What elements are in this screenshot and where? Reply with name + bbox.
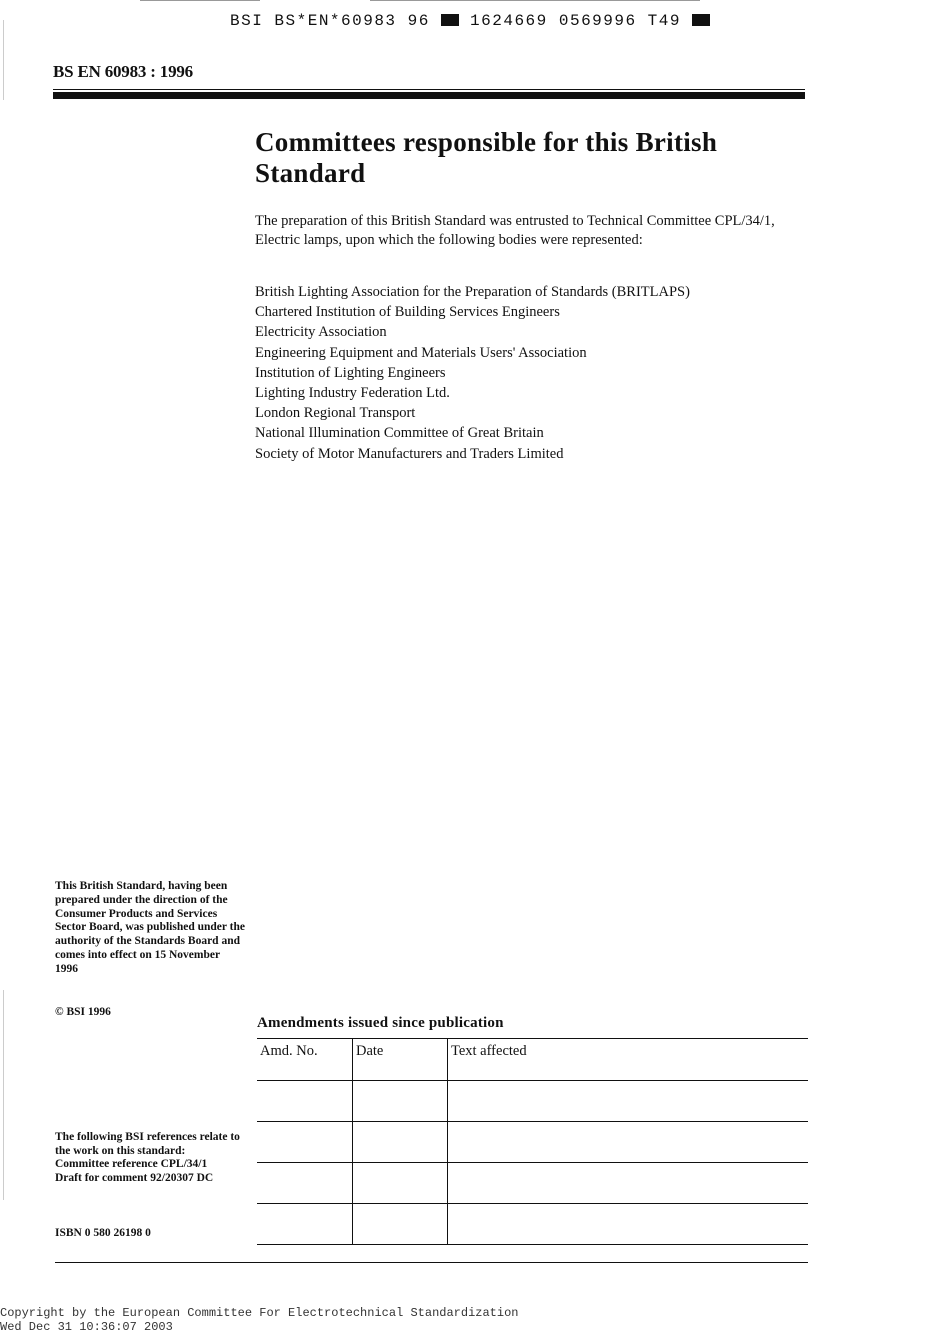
publication-note: This British Standard, having been prepared under the direction of the Consumer Products and Services Sector Board, was published under the authority of the Standards Board and comes into effect on 15 November 1996 <box>55 880 245 975</box>
table-cell <box>353 1163 448 1204</box>
block-mark-icon <box>692 14 710 26</box>
page-title: Committees responsible for this British Standard <box>255 127 718 188</box>
table-cell <box>448 1204 809 1245</box>
list-item: Lighting Industry Federation Ltd. <box>255 385 450 402</box>
list-item: Society of Motor Manufacturers and Traders Limited <box>255 445 564 462</box>
table-cell <box>257 1122 353 1163</box>
footer-line-1: Copyright by the European Committee For Electrotechnical Standardization <box>0 1306 519 1320</box>
table-cell <box>448 1081 809 1122</box>
committee-reference: Committee reference CPL/34/1 <box>55 1158 208 1170</box>
scan-edge-mark <box>3 990 4 1200</box>
footer-line-2: Wed Dec 31 10:36:07 2003 <box>0 1320 173 1334</box>
table-cell <box>353 1081 448 1122</box>
table-cell <box>257 1204 353 1245</box>
list-item: British Lighting Association for the Preparation of Standards (BRITLAPS) <box>255 284 690 300</box>
header-thick-rule <box>53 92 805 99</box>
table-cell <box>448 1163 809 1204</box>
column-header-text-affected: Text affected <box>448 1039 809 1081</box>
represented-bodies-list <box>255 282 815 464</box>
table-cell <box>448 1122 809 1163</box>
table-row <box>257 1163 808 1204</box>
table-row <box>257 1122 808 1163</box>
isbn: ISBN 0 580 26198 0 <box>55 1227 151 1239</box>
table-header-row <box>257 1039 808 1081</box>
table-row <box>257 1204 808 1245</box>
table-cell <box>257 1163 353 1204</box>
header-thin-rule <box>53 89 805 90</box>
column-header-amd-no: Amd. No. <box>260 1043 318 1059</box>
list-item: Chartered Institution of Building Services Engineers <box>255 304 560 321</box>
document-id: BS EN 60983 : 1996 <box>53 62 193 81</box>
table-cell <box>257 1081 353 1122</box>
block-mark-icon <box>441 14 459 26</box>
list-item: Institution of Lighting Engineers <box>255 364 446 381</box>
copyright-notice: © BSI 1996 <box>55 1006 111 1018</box>
table-cell <box>353 1122 448 1163</box>
list-item: Engineering Equipment and Materials Users' Association <box>255 344 587 361</box>
amendments-title: Amendments issued since publication <box>257 1015 504 1031</box>
list-item: National Illumination Committee of Great Britain <box>255 425 544 442</box>
list-item: Electricity Association <box>255 324 387 341</box>
copyright-footer <box>0 1306 518 1334</box>
header-code-part1: BSI BS*EN*60983 96 <box>230 12 430 30</box>
header-code-part2: 1624669 0569996 T49 <box>470 12 681 30</box>
amendments-table <box>257 1038 808 1245</box>
draft-reference: Draft for comment 92/20307 DC <box>55 1171 214 1184</box>
scan-artifact-line <box>370 0 700 1</box>
scan-artifact-line <box>140 0 260 1</box>
references-intro: The following BSI references relate to the work on this standard: <box>55 1131 240 1157</box>
intro-paragraph: The preparation of this British Standard was entrusted to Technical Committee CPL/34/1, Electric lamps, upon which the following bodies were represented: <box>255 213 775 248</box>
table-cell <box>353 1204 448 1245</box>
scan-edge-mark <box>3 20 4 100</box>
bsi-references <box>55 1131 245 1185</box>
table-row <box>257 1081 808 1122</box>
footer-rule <box>55 1262 808 1263</box>
list-item: London Regional Transport <box>255 405 416 422</box>
header-code <box>230 12 710 30</box>
column-header-date: Date <box>353 1039 448 1081</box>
